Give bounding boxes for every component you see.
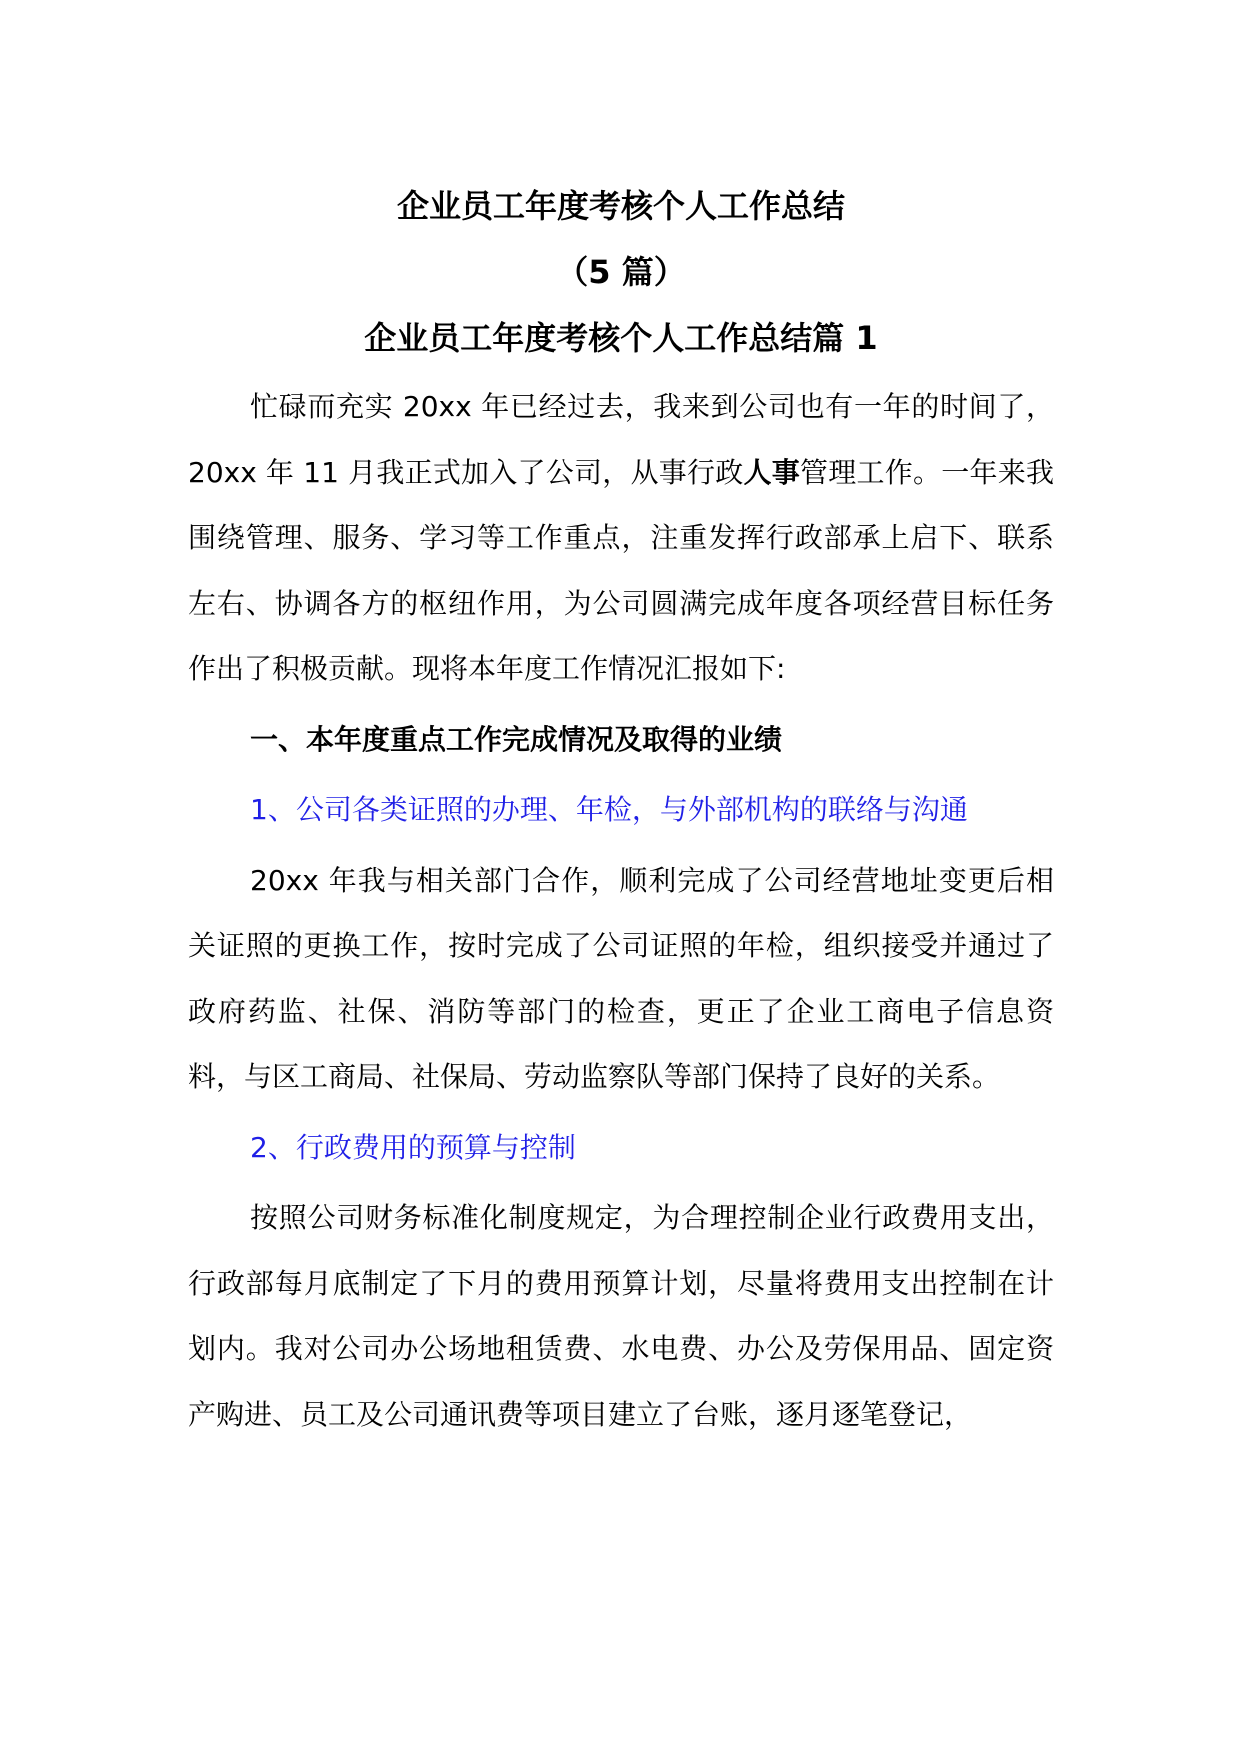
document-content bbox=[188, 174, 1054, 1447]
item2-paragraph: 按照公司财务标准化制度规定，为合理控制企业行政费用支出，行政部每月底制定了下月的费用预算计划，尽量将费用支出控制在计划内。我对公司办公场地租赁费、水电费、办公及劳保用品、固定资产购进、员工及公司通讯费等项目建立了台账，逐月逐笔登记， bbox=[188, 1201, 1054, 1431]
intro-bold-text: 人事 bbox=[743, 455, 801, 489]
item1-heading: 1、公司各类证照的办理、年检，与外部机构的联络与沟通 bbox=[250, 793, 968, 826]
intro-text-start: 忙碌而充实 20xx 年已经过去，我来到公司也有一年的时间了，20xx 年 11 月我正式加入了公司，从事行政 bbox=[188, 390, 1054, 489]
intro-paragraph bbox=[188, 374, 1054, 702]
item1-paragraph: 20xx 年我与相关部门合作，顺利完成了公司经营地址变更后相关证照的更换工作，按时完成了公司证照的年检，组织接受并通过了政府药监、社保、消防等部门的检查，更正了企业工商电子信息资料，与区工商局、社保局、劳动监察队等部门保持了良好的关系。 bbox=[188, 863, 1054, 1093]
document-subtitle: 企业员工年度考核个人工作总结篇 1 bbox=[364, 319, 878, 357]
item2-heading: 2、行政费用的预算与控制 bbox=[250, 1130, 576, 1164]
document-title-line1: 企业员工年度考核个人工作总结 bbox=[396, 187, 845, 225]
intro-text-end: 管理工作。一年来我围绕管理、服务、学习等工作重点，注重发挥行政部承上启下、联系左右、协调各方的枢纽作用，为公司圆满完成年度各项经营目标任务作出了积极贡献。现将本年度工作情况汇报如下: bbox=[188, 455, 1054, 685]
section1-heading: 一、本年度重点工作完成情况及取得的业绩 bbox=[250, 722, 783, 756]
document-title-line2: （5 篇） bbox=[556, 253, 686, 291]
